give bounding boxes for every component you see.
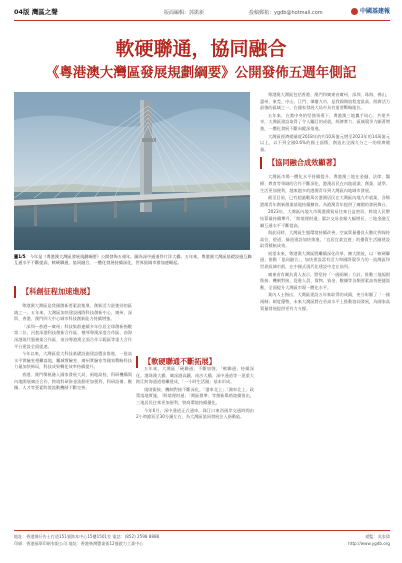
- middle-column: [136, 366, 254, 422]
- caption-text: ：今年是《粵港澳大灣區發展規劃綱要》公開發佈五週年。圖為深中通道伶仃洋大橋。五年來，粵港澳大灣區基礎設施互聯互通水平不斷提高，軟硬聯通，協同融合，一體化發展持續深化，世界級城市群加速崛起。: [14, 254, 252, 266]
- body-paragraph: 香港、澳門積極融入國家發展大局，兩地高校、科研機構與內地開展廣泛合作，跨境科研資金流動更加便利，科研設備、數據、人才等要素跨境流動機制不斷完善。: [14, 371, 132, 391]
- caption-lead: 圖1/5: [14, 254, 26, 259]
- body-paragraph: 與此同時，大灣區生態環境持續改善，空氣質量優良天數比例保持高位，碧道、綠道建設加快推進，「宜居宜業宜遊」的優質生活圈建設取得積極成效。: [260, 230, 390, 249]
- page-footer: [14, 530, 390, 546]
- body-paragraph: 今年以來，大灣區重大科技基礎設施建設穩步推進，一批高水平實驗室相繼落地，鵬城實驗室、廣州實驗室等國家戰略科技力量加快佈局，科技成果轉化效率持續提升。: [14, 351, 132, 370]
- section-label: 04版 灣區之聲: [14, 8, 58, 16]
- headline: 軟硬聯通，協同融合: [115, 38, 287, 60]
- section-heading-connectivity: 【軟硬聯通不斷拓展】: [136, 356, 262, 368]
- bridge-photo: [14, 92, 250, 250]
- section-heading-innovation: 【科創征程加速進展】: [14, 286, 132, 298]
- submission-email: 投稿郵箱：ygdb@hotmail.com: [249, 10, 323, 16]
- footer-printer: 印刷：香港福華印刷有限公司 地址：香港柴灣豐業街12號啟力工業中心: [14, 541, 144, 546]
- lead-paragraph: 粵港澳大灣區包括香港、澳門和廣東省廣州、深圳、珠海、佛山、惠州、東莞、中山、江門、肇慶九市，是我國開放程度最高、經濟活力最強的區域之一，在國家發展大局中具有重要戰略地位。: [260, 92, 390, 111]
- body-paragraph: 粵港澳大灣區是我國創新要素最集聚、創新活力最強勁的區域之一。五年來，大灣區加快建設國際科技創新中心，廣州、深圳、香港、澳門四大中心城市科技創新能力持續增強。: [14, 303, 132, 322]
- bridge-illustration: [14, 92, 250, 250]
- sub-headline: 《粵港澳大灣區發展規劃綱要》公開發佈五週年側記: [45, 65, 357, 81]
- section-heading-synergy: 【協同融合成效顯著】: [260, 157, 390, 169]
- body-paragraph: 大灣區市場一體化水平持續提升。粵港澳三地在金融、法律、醫療、教育等領域的合作不斷深化，港澳居民在內地就業、創業、就學、生活更加便利，越來越多的港澳青年到大灣區內地城市發展。: [260, 174, 390, 193]
- body-paragraph: 規則銜接、機制對接不斷深化。「港車北上」「澳車北上」政策落地實施，「跨境理財通」「灣區標準」等創新舉措陸續推出，三地居民往來更加便利，營商環境持續優化。: [136, 386, 254, 405]
- editor-credit: 版面編輯：郭凱新: [164, 10, 205, 16]
- footer-address: 地址：香港灣仔告士打道151號資本中心15樓1501室 電話：(852) 2598 8888: [14, 534, 160, 539]
- page-header: [14, 6, 390, 20]
- right-column: [260, 92, 390, 313]
- body-paragraph: 展望未來，粵港澳大灣區將繼續深化改革、擴大開放，以「軟硬聯通」推動「協同融合」，加快建設富有活力和國際競爭力的一流灣區和世界級城市群，在中國式現代化建設中走在前列。: [260, 250, 390, 270]
- footer-director: 總監：吳家偉: [365, 534, 390, 539]
- lead-paragraph: 大灣區經濟總量從2018年的約10萬億元增至2023年的14萬億元以上，以不到全國0.6%的國土面積，創造出全國九分之一的經濟總量。: [260, 133, 390, 152]
- body-paragraph: 業內人士指出，大灣區建設五年來取得的成績，充分彰顯了「一國兩制」制度優勢，未來大灣區將在更高水平上推動協同發展，為國家高質量發展提供更有力支撐。: [260, 292, 390, 311]
- body-paragraph: 五年來，大灣區「硬聯通」不斷加強，「軟聯通」持續深化。港珠澳大橋、廣深港高鐵、南沙大橋、深中通道等一批重大跨江跨海通道相繼建成，「一小時生活圈」基本形成。: [136, 366, 254, 385]
- photo-caption: [14, 254, 254, 266]
- logo-emblem-icon: [351, 8, 358, 15]
- body-paragraph: 廣東省有關負責人表示，將堅持「一國兩制」方針，推動三地規則銜接、機制對接，促進人員、貨物、資金、數據等各類要素高效便捷流動，全面提升大灣區市場一體化水平。: [260, 271, 390, 290]
- footer-website-link[interactable]: http://www.ygdb.org: [348, 541, 390, 546]
- header-rule: [14, 20, 390, 21]
- body-paragraph: 截至目前，已有超過數萬名港澳居民在大灣區內地九市就業，各類港澳青年創新創業基地持續擴容，為港澳青年提供了廣闊的發展舞台。: [260, 195, 390, 207]
- body-paragraph: 今年6月，深中通道正式通車，珠江口東西兩岸交通時間由2小時縮短至30分鐘左右，為大灣區協同發展注入新動能。: [136, 407, 254, 420]
- left-column: [14, 282, 132, 393]
- lead-paragraph: 五年來，在黨中央的堅強領導下，粵港澳三地攜手同心、共建共享，大灣區建設取得了令人矚目的成就，經濟實力、區域競爭力顯著增強，一體化發展不斷向縱深推進。: [260, 112, 390, 131]
- body-paragraph: 「深圳—香港—廣州」科技集群連續多年位居全球創新指數第二位。河套深港科技創新合作區、橫琴粵澳深度合作區、前海深港現代服務業合作區、南沙粵港澳全面合作示範區等重大合作平台建設全面提速。: [14, 323, 132, 349]
- logo-text: 中國基建報: [359, 8, 390, 15]
- body-paragraph: 2023年，大灣區內地九市與港澳貿易往來日益密切，跨境人民幣結算量持續攀升，「跨境理財通」累計交易金額大幅增長，三地金融互聯互通水平不斷提高。: [260, 209, 390, 228]
- newspaper-logo: [351, 6, 390, 15]
